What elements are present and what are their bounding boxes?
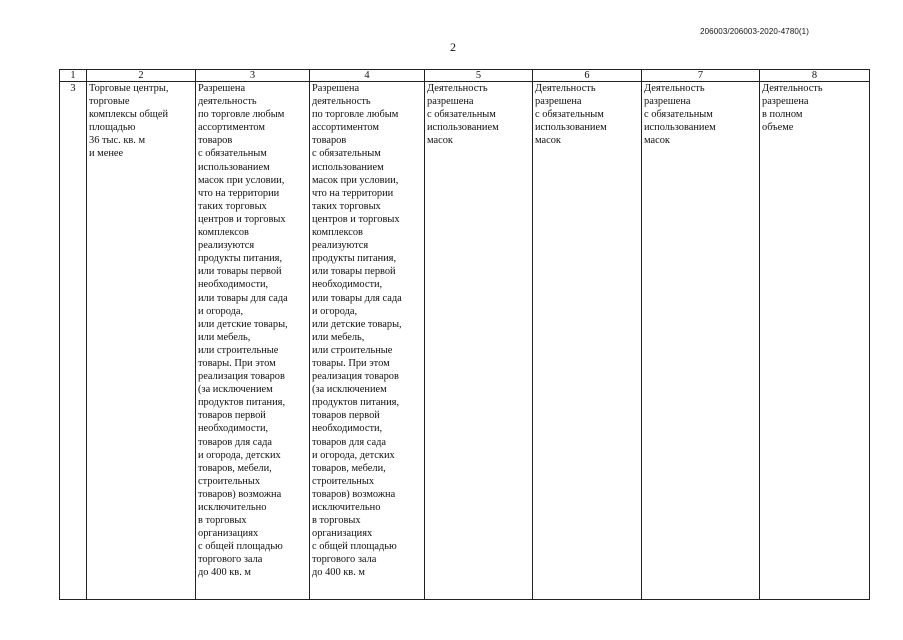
cell-text-line: Деятельность <box>535 83 596 94</box>
cell-text-line: (за исключением <box>312 384 387 396</box>
regime-cell-col5 <box>425 82 533 600</box>
regime-cell-col7 <box>642 82 760 600</box>
cell-text-line: организациях <box>312 528 373 540</box>
header-row <box>60 70 870 82</box>
cell-text-line: товаров первой <box>312 410 380 422</box>
cell-text-line: реализуются <box>312 240 369 252</box>
cell-text-line: по торговле любым <box>198 109 285 121</box>
cell-text-line: комплексов <box>312 227 363 239</box>
cell-text-line: или товары первой <box>312 266 396 278</box>
cell-text-line: или детские товары, <box>312 318 402 330</box>
object-type-cell <box>87 82 196 600</box>
cell-text-line: деятельность <box>312 96 371 108</box>
cell-text-line: что на территории <box>312 187 394 199</box>
cell-text-line: товаров для сада <box>198 436 272 448</box>
cell-text-line: использованием <box>427 122 499 134</box>
cell-text-line: товары. При этом <box>198 357 276 369</box>
cell-text-line: разрешена <box>762 96 809 108</box>
column-header: 4 <box>310 70 425 82</box>
cell-text-line: товаров для сада <box>312 436 386 448</box>
cell-text-line: торговые <box>89 96 130 108</box>
cell-text-line: Разрешена <box>198 83 246 94</box>
cell-text-line: до 400 кв. м <box>198 567 251 579</box>
cell-text-line: товаров, мебели, <box>198 462 272 474</box>
cell-text-line: разрешена <box>427 96 474 108</box>
cell-text-line: и огорода, детских <box>198 449 281 461</box>
cell-text-line: таких торговых <box>312 200 381 212</box>
cell-text-line: торгового зала <box>312 554 377 566</box>
cell-text-line: исключительно <box>312 502 381 513</box>
cell-text-line: центров и торговых <box>198 213 286 225</box>
cell-text-line: исключительно <box>198 502 267 513</box>
cell-text-line: товаров) возможна <box>312 488 396 500</box>
cell-text-line: продуктов питания, <box>198 397 286 409</box>
column-header: 2 <box>87 70 196 82</box>
regime-cell-col3 <box>196 82 310 600</box>
cell-text-line: масок <box>427 135 453 147</box>
cell-text-line: строительных <box>312 475 375 487</box>
row-number-cell: 3 <box>60 82 87 600</box>
cell-text-line: Торговые центры, <box>89 83 169 94</box>
cell-text-line: товаров) возможна <box>198 488 282 500</box>
table-row <box>60 82 870 600</box>
cell-text-line: использованием <box>198 161 270 173</box>
cell-text-line: и огорода, детских <box>312 449 395 461</box>
cell-text-line: необходимости, <box>198 423 269 435</box>
regime-cell-col6 <box>533 82 642 600</box>
cell-text-line: или товары для сада <box>198 292 288 304</box>
cell-text-line: и менее <box>89 148 124 160</box>
cell-text-line: использованием <box>644 122 716 134</box>
cell-text-line: ассортиментом <box>312 122 379 134</box>
cell-text-line: или строительные <box>198 344 279 356</box>
cell-text-line: или товары для сада <box>312 292 402 304</box>
cell-text-line: в торговых <box>198 515 247 527</box>
cell-text-line: до 400 кв. м <box>312 567 365 579</box>
cell-text-line: реализуются <box>198 240 255 252</box>
cell-text-line: или мебель, <box>312 331 365 343</box>
cell-text-line: масок <box>644 135 670 147</box>
cell-text-line: организациях <box>198 528 259 540</box>
cell-text-line: и огорода, <box>312 305 358 317</box>
regime-cell-col4 <box>310 82 425 600</box>
page-number: 2 <box>450 40 456 54</box>
cell-text-line: разрешена <box>535 96 582 108</box>
cell-text-line: площадью <box>89 122 136 134</box>
cell-text-line: с обязательным <box>535 109 604 121</box>
cell-text-line: масок при условии, <box>198 174 285 186</box>
cell-text-line: или строительные <box>312 344 393 356</box>
cell-text-line: использованием <box>535 122 607 134</box>
cell-text-line: с обязательным <box>427 109 496 121</box>
cell-text-line: комплексов <box>198 227 249 239</box>
cell-text-line: строительных <box>198 475 261 487</box>
cell-text-line: в торговых <box>312 515 361 527</box>
cell-text-line: необходимости, <box>312 279 383 291</box>
cell-text-line: Деятельность <box>644 83 705 94</box>
cell-text-line: товаров, мебели, <box>312 462 386 474</box>
column-header: 5 <box>425 70 533 82</box>
cell-text-line: масок при условии, <box>312 174 399 186</box>
cell-text-line: продуктов питания, <box>312 397 400 409</box>
cell-text-line: с общей площадью <box>198 541 283 553</box>
cell-text-line: необходимости, <box>312 423 383 435</box>
cell-text-line: товаров первой <box>198 410 266 422</box>
cell-text-line: торгового зала <box>198 554 263 566</box>
cell-text-line: с обязательным <box>312 148 381 160</box>
cell-text-line: по торговле любым <box>312 109 399 121</box>
cell-text-line: реализация товаров <box>312 371 399 383</box>
cell-text-line: с общей площадью <box>312 541 397 553</box>
cell-text-line: ассортиментом <box>198 122 265 134</box>
cell-text-line: необходимости, <box>198 279 269 291</box>
cell-text-line: с обязательным <box>198 148 267 160</box>
cell-text-line: деятельность <box>198 96 257 108</box>
cell-text-line: Деятельность <box>762 83 823 94</box>
cell-text-line: объеме <box>762 122 794 134</box>
cell-text-line: таких торговых <box>198 200 267 212</box>
cell-text-line: товаров <box>198 135 233 147</box>
cell-text-line: Разрешена <box>312 83 360 94</box>
cell-text-line: масок <box>535 135 561 147</box>
cell-text-line: и огорода, <box>198 305 244 317</box>
column-header: 6 <box>533 70 642 82</box>
column-header: 8 <box>760 70 870 82</box>
cell-text-line: товары. При этом <box>312 357 390 369</box>
cell-text-line: Деятельность <box>427 83 488 94</box>
cell-text-line: 36 тыс. кв. м <box>89 135 146 147</box>
cell-text-line: или товары первой <box>198 266 282 278</box>
cell-text-line: использованием <box>312 161 384 173</box>
document-id: 206003/206003-2020-4780(1) <box>700 27 809 36</box>
cell-text-line: реализация товаров <box>198 371 285 383</box>
cell-text-line: или мебель, <box>198 331 251 343</box>
regime-cell-col8 <box>760 82 870 600</box>
column-header: 1 <box>60 70 87 82</box>
column-header: 3 <box>196 70 310 82</box>
column-header: 7 <box>642 70 760 82</box>
cell-text-line: разрешена <box>644 96 691 108</box>
cell-text-line: центров и торговых <box>312 213 400 225</box>
cell-text-line: товаров <box>312 135 347 147</box>
cell-text-line: продукты питания, <box>312 253 397 265</box>
cell-text-line: или детские товары, <box>198 318 288 330</box>
cell-text-line: продукты питания, <box>198 253 283 265</box>
cell-text-line: с обязательным <box>644 109 713 121</box>
restrictions-table <box>59 69 870 600</box>
cell-text-line: в полном <box>762 109 803 121</box>
cell-text-line: (за исключением <box>198 384 273 396</box>
cell-text-line: что на территории <box>198 187 280 199</box>
cell-text-line: комплексы общей <box>89 109 169 121</box>
